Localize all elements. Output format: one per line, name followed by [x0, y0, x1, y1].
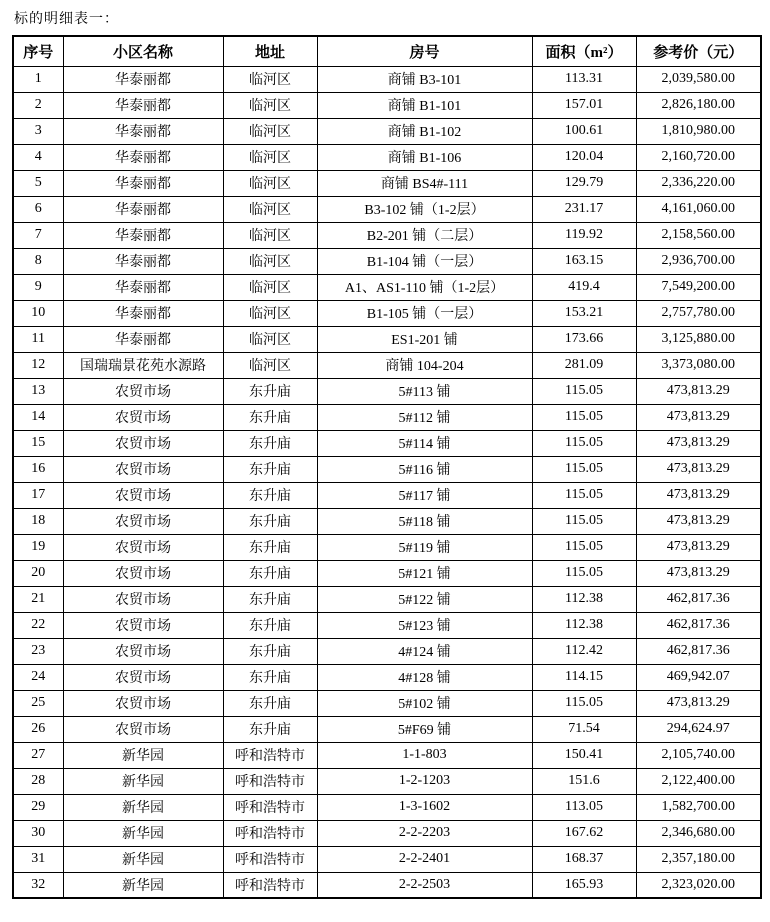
table-row: [13, 456, 761, 482]
area-cell: 163.15: [532, 248, 636, 274]
area-cell: 151.6: [532, 768, 636, 794]
price-cell: 2,105,740.00: [636, 742, 761, 768]
community-name-cell: 国瑞瑞景花苑水源路: [63, 352, 223, 378]
price-cell: 473,813.29: [636, 508, 761, 534]
price-cell: 2,158,560.00: [636, 222, 761, 248]
table-row: [13, 612, 761, 638]
address-cell: 东升庙: [223, 456, 317, 482]
area-cell: 119.92: [532, 222, 636, 248]
price-cell: 473,813.29: [636, 456, 761, 482]
row-number-cell: 17: [13, 482, 63, 508]
row-number-cell: 30: [13, 820, 63, 846]
price-cell: 469,942.07: [636, 664, 761, 690]
row-number-cell: 31: [13, 846, 63, 872]
row-number-cell: 1: [13, 66, 63, 92]
community-name-cell: 华泰丽都: [63, 144, 223, 170]
community-name-cell: 新华园: [63, 872, 223, 898]
area-cell: 167.62: [532, 820, 636, 846]
price-cell: 4,161,060.00: [636, 196, 761, 222]
community-name-cell: 新华园: [63, 820, 223, 846]
table-row: [13, 690, 761, 716]
room-number-cell: 5#117 铺: [317, 482, 532, 508]
table-row: [13, 404, 761, 430]
room-number-cell: 商铺 B1-101: [317, 92, 532, 118]
room-number-cell: B1-104 铺（一层）: [317, 248, 532, 274]
community-name-cell: 农贸市场: [63, 456, 223, 482]
address-cell: 临河区: [223, 352, 317, 378]
address-cell: 临河区: [223, 300, 317, 326]
table-row: [13, 118, 761, 144]
area-cell: 419.4: [532, 274, 636, 300]
address-cell: 东升庙: [223, 560, 317, 586]
table-row: [13, 326, 761, 352]
room-number-cell: 5#118 铺: [317, 508, 532, 534]
address-cell: 呼和浩特市: [223, 768, 317, 794]
row-number-cell: 4: [13, 144, 63, 170]
room-number-cell: B3-102 铺（1-2层）: [317, 196, 532, 222]
row-number-cell: 19: [13, 534, 63, 560]
address-cell: 东升庙: [223, 664, 317, 690]
row-number-cell: 16: [13, 456, 63, 482]
community-name-cell: 新华园: [63, 742, 223, 768]
room-number-cell: 5#112 铺: [317, 404, 532, 430]
price-cell: 462,817.36: [636, 638, 761, 664]
price-cell: 2,826,180.00: [636, 92, 761, 118]
area-cell: 115.05: [532, 378, 636, 404]
area-cell: 120.04: [532, 144, 636, 170]
row-number-cell: 14: [13, 404, 63, 430]
price-cell: 3,373,080.00: [636, 352, 761, 378]
area-cell: 157.01: [532, 92, 636, 118]
row-number-cell: 2: [13, 92, 63, 118]
table-row: [13, 742, 761, 768]
area-cell: 173.66: [532, 326, 636, 352]
room-number-cell: 商铺 BS4#-111: [317, 170, 532, 196]
area-cell: 71.54: [532, 716, 636, 742]
address-cell: 呼和浩特市: [223, 872, 317, 898]
community-name-cell: 农贸市场: [63, 638, 223, 664]
area-cell: 113.05: [532, 794, 636, 820]
table-row: [13, 846, 761, 872]
room-number-cell: B1-105 铺（一层）: [317, 300, 532, 326]
community-name-cell: 农贸市场: [63, 508, 223, 534]
properties-table: [12, 35, 762, 899]
address-cell: 临河区: [223, 222, 317, 248]
area-cell: 115.05: [532, 690, 636, 716]
price-cell: 2,936,700.00: [636, 248, 761, 274]
row-number-cell: 22: [13, 612, 63, 638]
community-name-cell: 农贸市场: [63, 534, 223, 560]
room-number-cell: 5#F69 铺: [317, 716, 532, 742]
community-name-cell: 华泰丽都: [63, 118, 223, 144]
price-cell: 473,813.29: [636, 482, 761, 508]
price-cell: 1,582,700.00: [636, 794, 761, 820]
room-number-cell: 1-2-1203: [317, 768, 532, 794]
community-name-cell: 华泰丽都: [63, 300, 223, 326]
table-row: [13, 794, 761, 820]
area-cell: 112.42: [532, 638, 636, 664]
community-name-cell: 华泰丽都: [63, 196, 223, 222]
price-cell: 2,160,720.00: [636, 144, 761, 170]
row-number-cell: 3: [13, 118, 63, 144]
address-cell: 东升庙: [223, 690, 317, 716]
row-number-cell: 25: [13, 690, 63, 716]
price-cell: 2,346,680.00: [636, 820, 761, 846]
address-cell: 临河区: [223, 118, 317, 144]
table-row: [13, 820, 761, 846]
room-number-cell: 2-2-2503: [317, 872, 532, 898]
row-number-cell: 6: [13, 196, 63, 222]
area-cell: 115.05: [532, 560, 636, 586]
area-cell: 129.79: [532, 170, 636, 196]
row-number-cell: 26: [13, 716, 63, 742]
price-cell: 473,813.29: [636, 378, 761, 404]
table-row: [13, 144, 761, 170]
community-name-cell: 华泰丽都: [63, 66, 223, 92]
room-number-cell: 商铺 B1-102: [317, 118, 532, 144]
table-row: [13, 66, 761, 92]
address-cell: 临河区: [223, 274, 317, 300]
room-number-cell: 2-2-2401: [317, 846, 532, 872]
column-header-price: 参考价（元）: [636, 36, 761, 66]
table-row: [13, 274, 761, 300]
address-cell: 东升庙: [223, 534, 317, 560]
price-cell: 294,624.97: [636, 716, 761, 742]
table-row: [13, 482, 761, 508]
table-header: [13, 36, 761, 66]
area-cell: 112.38: [532, 612, 636, 638]
row-number-cell: 32: [13, 872, 63, 898]
room-number-cell: 5#116 铺: [317, 456, 532, 482]
column-header-address: 地址: [223, 36, 317, 66]
community-name-cell: 农贸市场: [63, 612, 223, 638]
price-cell: 473,813.29: [636, 534, 761, 560]
address-cell: 东升庙: [223, 378, 317, 404]
row-number-cell: 27: [13, 742, 63, 768]
row-number-cell: 8: [13, 248, 63, 274]
price-cell: 473,813.29: [636, 404, 761, 430]
address-cell: 临河区: [223, 170, 317, 196]
row-number-cell: 9: [13, 274, 63, 300]
room-number-cell: 2-2-2203: [317, 820, 532, 846]
community-name-cell: 农贸市场: [63, 664, 223, 690]
area-cell: 112.38: [532, 586, 636, 612]
table-row: [13, 352, 761, 378]
room-number-cell: 5#121 铺: [317, 560, 532, 586]
table-row: [13, 534, 761, 560]
room-number-cell: 1-1-803: [317, 742, 532, 768]
area-cell: 115.05: [532, 430, 636, 456]
address-cell: 东升庙: [223, 430, 317, 456]
room-number-cell: 商铺 B1-106: [317, 144, 532, 170]
area-cell: 115.05: [532, 508, 636, 534]
table-row: [13, 872, 761, 898]
address-cell: 呼和浩特市: [223, 846, 317, 872]
area-cell: 115.05: [532, 482, 636, 508]
room-number-cell: 商铺 104-204: [317, 352, 532, 378]
page-title: 标的明细表一：: [14, 12, 119, 27]
community-name-cell: 华泰丽都: [63, 222, 223, 248]
address-cell: 东升庙: [223, 404, 317, 430]
address-cell: 呼和浩特市: [223, 742, 317, 768]
table-row: [13, 508, 761, 534]
address-cell: 临河区: [223, 326, 317, 352]
area-cell: 165.93: [532, 872, 636, 898]
price-cell: 2,757,780.00: [636, 300, 761, 326]
area-cell: 153.21: [532, 300, 636, 326]
room-number-cell: 商铺 B3-101: [317, 66, 532, 92]
area-cell: 114.15: [532, 664, 636, 690]
row-number-cell: 11: [13, 326, 63, 352]
address-cell: 东升庙: [223, 482, 317, 508]
price-cell: 1,810,980.00: [636, 118, 761, 144]
row-number-cell: 15: [13, 430, 63, 456]
table-row: [13, 222, 761, 248]
table-row: [13, 638, 761, 664]
room-number-cell: B2-201 铺（二层）: [317, 222, 532, 248]
room-number-cell: 4#128 铺: [317, 664, 532, 690]
community-name-cell: 华泰丽都: [63, 248, 223, 274]
room-number-cell: 5#122 铺: [317, 586, 532, 612]
table-row: [13, 248, 761, 274]
area-cell: 115.05: [532, 534, 636, 560]
area-cell: 168.37: [532, 846, 636, 872]
table-row: [13, 430, 761, 456]
row-number-cell: 20: [13, 560, 63, 586]
table-body: [13, 66, 761, 898]
column-header-area: 面积（m²）: [532, 36, 636, 66]
room-number-cell: 5#114 铺: [317, 430, 532, 456]
community-name-cell: 新华园: [63, 794, 223, 820]
table-row: [13, 716, 761, 742]
area-cell: 113.31: [532, 66, 636, 92]
price-cell: 2,122,400.00: [636, 768, 761, 794]
table-row: [13, 170, 761, 196]
row-number-cell: 10: [13, 300, 63, 326]
table-row: [13, 378, 761, 404]
price-cell: 3,125,880.00: [636, 326, 761, 352]
community-name-cell: 华泰丽都: [63, 92, 223, 118]
price-cell: 473,813.29: [636, 690, 761, 716]
price-cell: 2,357,180.00: [636, 846, 761, 872]
address-cell: 呼和浩特市: [223, 794, 317, 820]
table-row: [13, 586, 761, 612]
room-number-cell: 5#123 铺: [317, 612, 532, 638]
address-cell: 东升庙: [223, 508, 317, 534]
table-row: [13, 768, 761, 794]
column-header-room: 房号: [317, 36, 532, 66]
price-cell: 7,549,200.00: [636, 274, 761, 300]
area-cell: 115.05: [532, 404, 636, 430]
column-header-community: 小区名称: [63, 36, 223, 66]
address-cell: 东升庙: [223, 716, 317, 742]
community-name-cell: 农贸市场: [63, 430, 223, 456]
community-name-cell: 华泰丽都: [63, 274, 223, 300]
row-number-cell: 28: [13, 768, 63, 794]
room-number-cell: 4#124 铺: [317, 638, 532, 664]
community-name-cell: 农贸市场: [63, 586, 223, 612]
room-number-cell: 1-3-1602: [317, 794, 532, 820]
address-cell: 临河区: [223, 144, 317, 170]
price-cell: 473,813.29: [636, 430, 761, 456]
table-row: [13, 560, 761, 586]
row-number-cell: 21: [13, 586, 63, 612]
community-name-cell: 农贸市场: [63, 482, 223, 508]
table-row: [13, 664, 761, 690]
address-cell: 临河区: [223, 66, 317, 92]
room-number-cell: 5#113 铺: [317, 378, 532, 404]
area-cell: 150.41: [532, 742, 636, 768]
address-cell: 东升庙: [223, 586, 317, 612]
area-cell: 115.05: [532, 456, 636, 482]
row-number-cell: 13: [13, 378, 63, 404]
address-cell: 临河区: [223, 92, 317, 118]
row-number-cell: 18: [13, 508, 63, 534]
community-name-cell: 农贸市场: [63, 716, 223, 742]
community-name-cell: 农贸市场: [63, 404, 223, 430]
address-cell: 临河区: [223, 248, 317, 274]
area-cell: 281.09: [532, 352, 636, 378]
row-number-cell: 5: [13, 170, 63, 196]
table-row: [13, 300, 761, 326]
price-cell: 473,813.29: [636, 560, 761, 586]
row-number-cell: 7: [13, 222, 63, 248]
area-cell: 100.61: [532, 118, 636, 144]
address-cell: 东升庙: [223, 612, 317, 638]
header-row: [13, 36, 761, 66]
community-name-cell: 农贸市场: [63, 690, 223, 716]
address-cell: 东升庙: [223, 638, 317, 664]
community-name-cell: 华泰丽都: [63, 170, 223, 196]
row-number-cell: 23: [13, 638, 63, 664]
price-cell: 2,336,220.00: [636, 170, 761, 196]
community-name-cell: 华泰丽都: [63, 326, 223, 352]
room-number-cell: 5#119 铺: [317, 534, 532, 560]
price-cell: 2,039,580.00: [636, 66, 761, 92]
table-row: [13, 196, 761, 222]
community-name-cell: 农贸市场: [63, 560, 223, 586]
price-cell: 462,817.36: [636, 612, 761, 638]
community-name-cell: 新华园: [63, 846, 223, 872]
address-cell: 临河区: [223, 196, 317, 222]
price-cell: 462,817.36: [636, 586, 761, 612]
community-name-cell: 农贸市场: [63, 378, 223, 404]
table-row: [13, 92, 761, 118]
community-name-cell: 新华园: [63, 768, 223, 794]
row-number-cell: 24: [13, 664, 63, 690]
area-cell: 231.17: [532, 196, 636, 222]
room-number-cell: A1、AS1-110 铺（1-2层）: [317, 274, 532, 300]
address-cell: 呼和浩特市: [223, 820, 317, 846]
row-number-cell: 29: [13, 794, 63, 820]
room-number-cell: ES1-201 铺: [317, 326, 532, 352]
price-cell: 2,323,020.00: [636, 872, 761, 898]
room-number-cell: 5#102 铺: [317, 690, 532, 716]
row-number-cell: 12: [13, 352, 63, 378]
column-header-index: 序号: [13, 36, 63, 66]
